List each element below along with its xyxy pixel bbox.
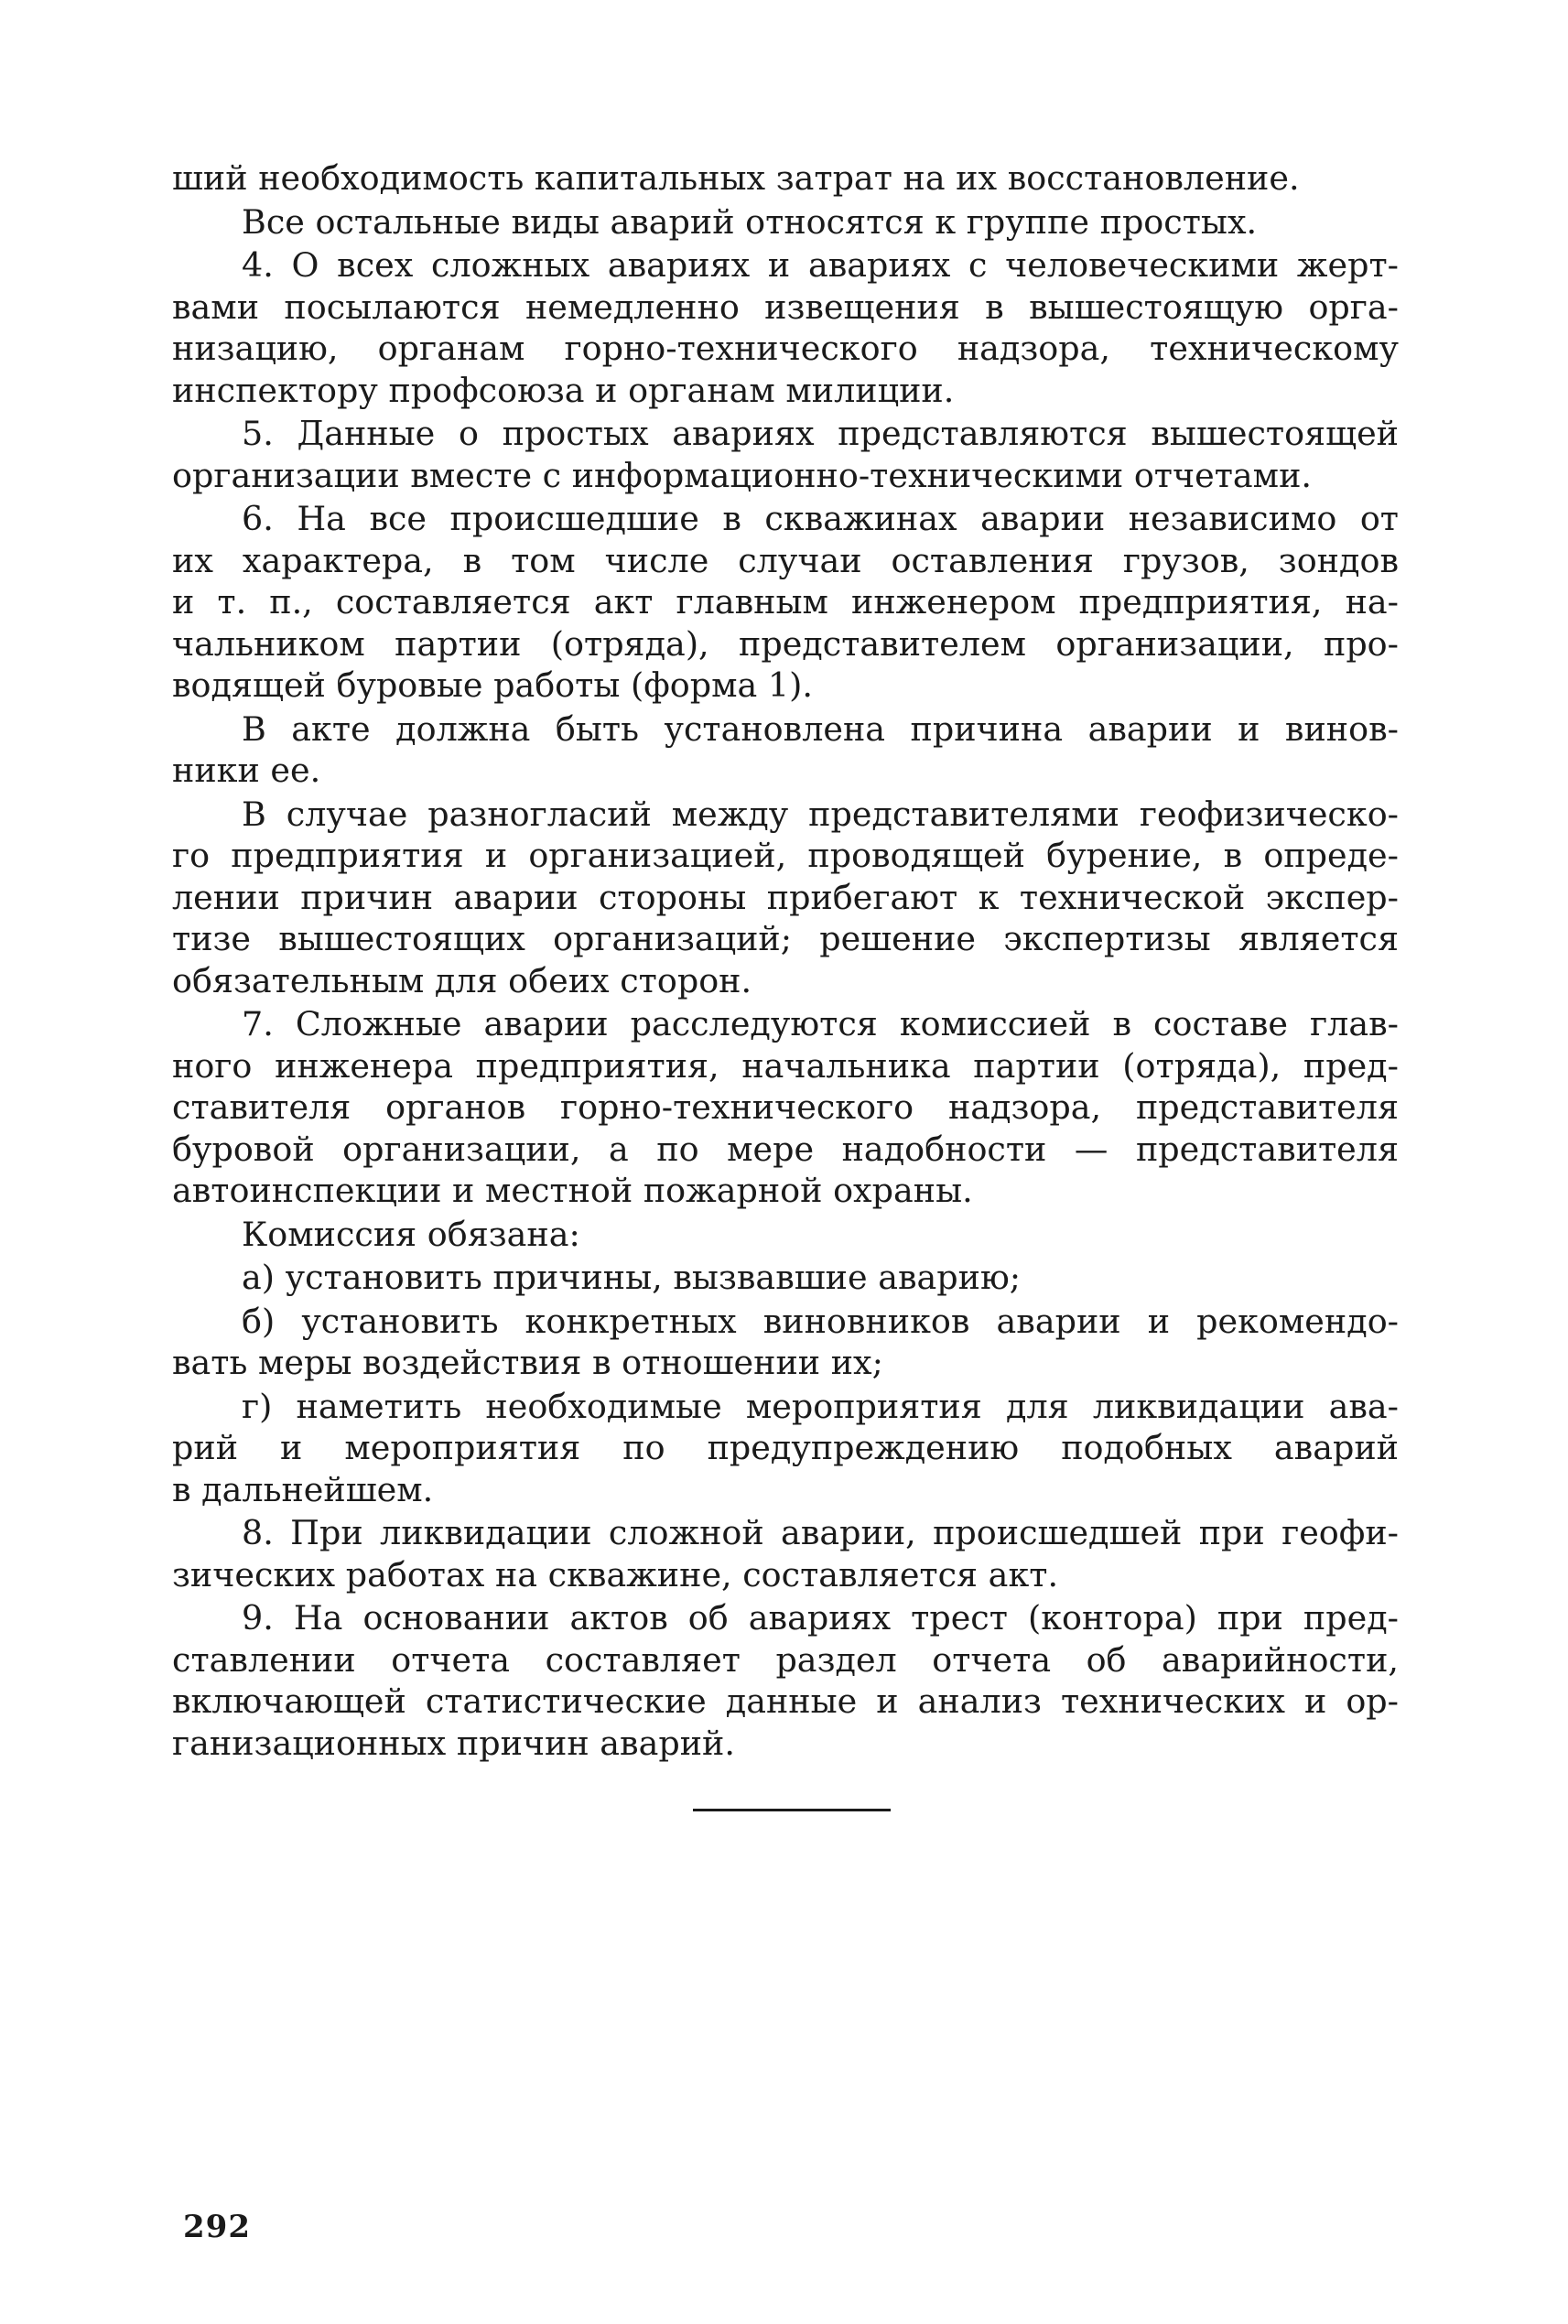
text-line: буровой организации, а по мере надобности — представителя [172, 1129, 1399, 1169]
text-line: вать меры воздействия в отношении их; [172, 1343, 883, 1382]
text-line: 4. О всех сложных авариях и авариях с человеческими жерт- [242, 245, 1399, 285]
text-line: лении причин аварии стороны прибегают к технической экспер- [172, 877, 1399, 917]
text-line: В акте должна быть установлена причина аварии и винов- [242, 708, 1399, 749]
text-line: организации вместе с информационно-техническими отчетами. [172, 455, 1312, 495]
paragraph [172, 244, 1399, 411]
text-line: и т. п., составляется акт главным инженером предприятия, на- [172, 582, 1399, 622]
text-line: водящей буровые работы (форма 1). [172, 665, 813, 705]
text-line: Комиссия обязана: [242, 1214, 580, 1254]
text-line: обязательным для обеих сторон. [172, 960, 752, 1000]
text-line: ганизационных причин аварий. [172, 1723, 735, 1763]
text-line: ники ее. [172, 751, 321, 790]
text-line: тизе вышестоящих организаций; решение экспертизы является [172, 919, 1399, 958]
paragraph [172, 413, 1399, 496]
text-line: Все остальные виды аварий относятся к группе простых. [242, 201, 1258, 242]
text-line: 6. На все происшедшие в скважинах аварии независимо от [242, 499, 1399, 538]
text-line: ставлении отчета составляет раздел отчета об аварийности, [172, 1639, 1399, 1680]
text-line: вами посылаются немедленно извещения в вышестоящую орга- [172, 286, 1399, 327]
paragraph [172, 1386, 1399, 1511]
text-line: их характера, в том числе случаи оставления грузов, зондов [172, 540, 1399, 580]
page-number: 292 [183, 2209, 251, 2245]
text-line: го предприятия и организацией, проводящей бурение, в опреде- [172, 836, 1399, 875]
text-line: низацию, органам горно-технического надзора, техническому [172, 329, 1399, 368]
text-line: ший необходимость капитальных затрат на их восстановление. [172, 158, 1300, 198]
text-line: в дальнейшем. [172, 1469, 434, 1509]
paragraph [172, 1597, 1399, 1764]
section-divider [693, 1809, 891, 1811]
paragraph [172, 1512, 1399, 1595]
paragraph [172, 201, 1399, 243]
text-line: а) установить причины, вызвавшие аварию; [242, 1258, 1022, 1297]
text-line: ставителя органов горно-технического надзора, представителя [172, 1087, 1399, 1127]
text-line: рий и мероприятия по предупреждению подобных аварий [172, 1428, 1399, 1467]
paragraph [172, 708, 1399, 792]
text-line: 8. При ликвидации сложной аварии, происшедшей при геофи- [242, 1513, 1399, 1552]
paragraph [172, 498, 1399, 707]
body-text [172, 157, 1399, 1764]
text-line: зических работах на скважине, составляется акт. [172, 1554, 1059, 1594]
text-line: г) наметить необходимые мероприятия для ликвидации ава- [242, 1386, 1399, 1426]
paragraph [172, 1301, 1399, 1384]
text-line: ного инженера предприятия, начальника партии (отряда), пред- [172, 1045, 1399, 1086]
paragraph [172, 1214, 1399, 1256]
text-line: инспектору профсоюза и органам милиции. [172, 370, 955, 410]
paragraph [172, 794, 1399, 1002]
text-line: 7. Сложные аварии расследуются комиссией в составе глав- [242, 1004, 1399, 1043]
text-line: автоинспекции и местной пожарной охраны. [172, 1171, 973, 1210]
text-line: 5. Данные о простых авариях представляются вышестоящей [242, 414, 1399, 453]
paragraph [172, 157, 1399, 200]
paragraph [172, 1003, 1399, 1212]
paragraph [172, 1257, 1399, 1299]
text-line: 9. На основании актов об авариях трест (контора) при пред- [242, 1598, 1399, 1638]
text-line: В случае разногласий между представителями геофизическо- [242, 794, 1399, 834]
text-line: чальником партии (отряда), представителем организации, про- [172, 623, 1399, 664]
text-line: включающей статистические данные и анализ технических и ор- [172, 1681, 1399, 1721]
text-line: б) установить конкретных виновников аварии и рекомендо- [242, 1301, 1399, 1341]
